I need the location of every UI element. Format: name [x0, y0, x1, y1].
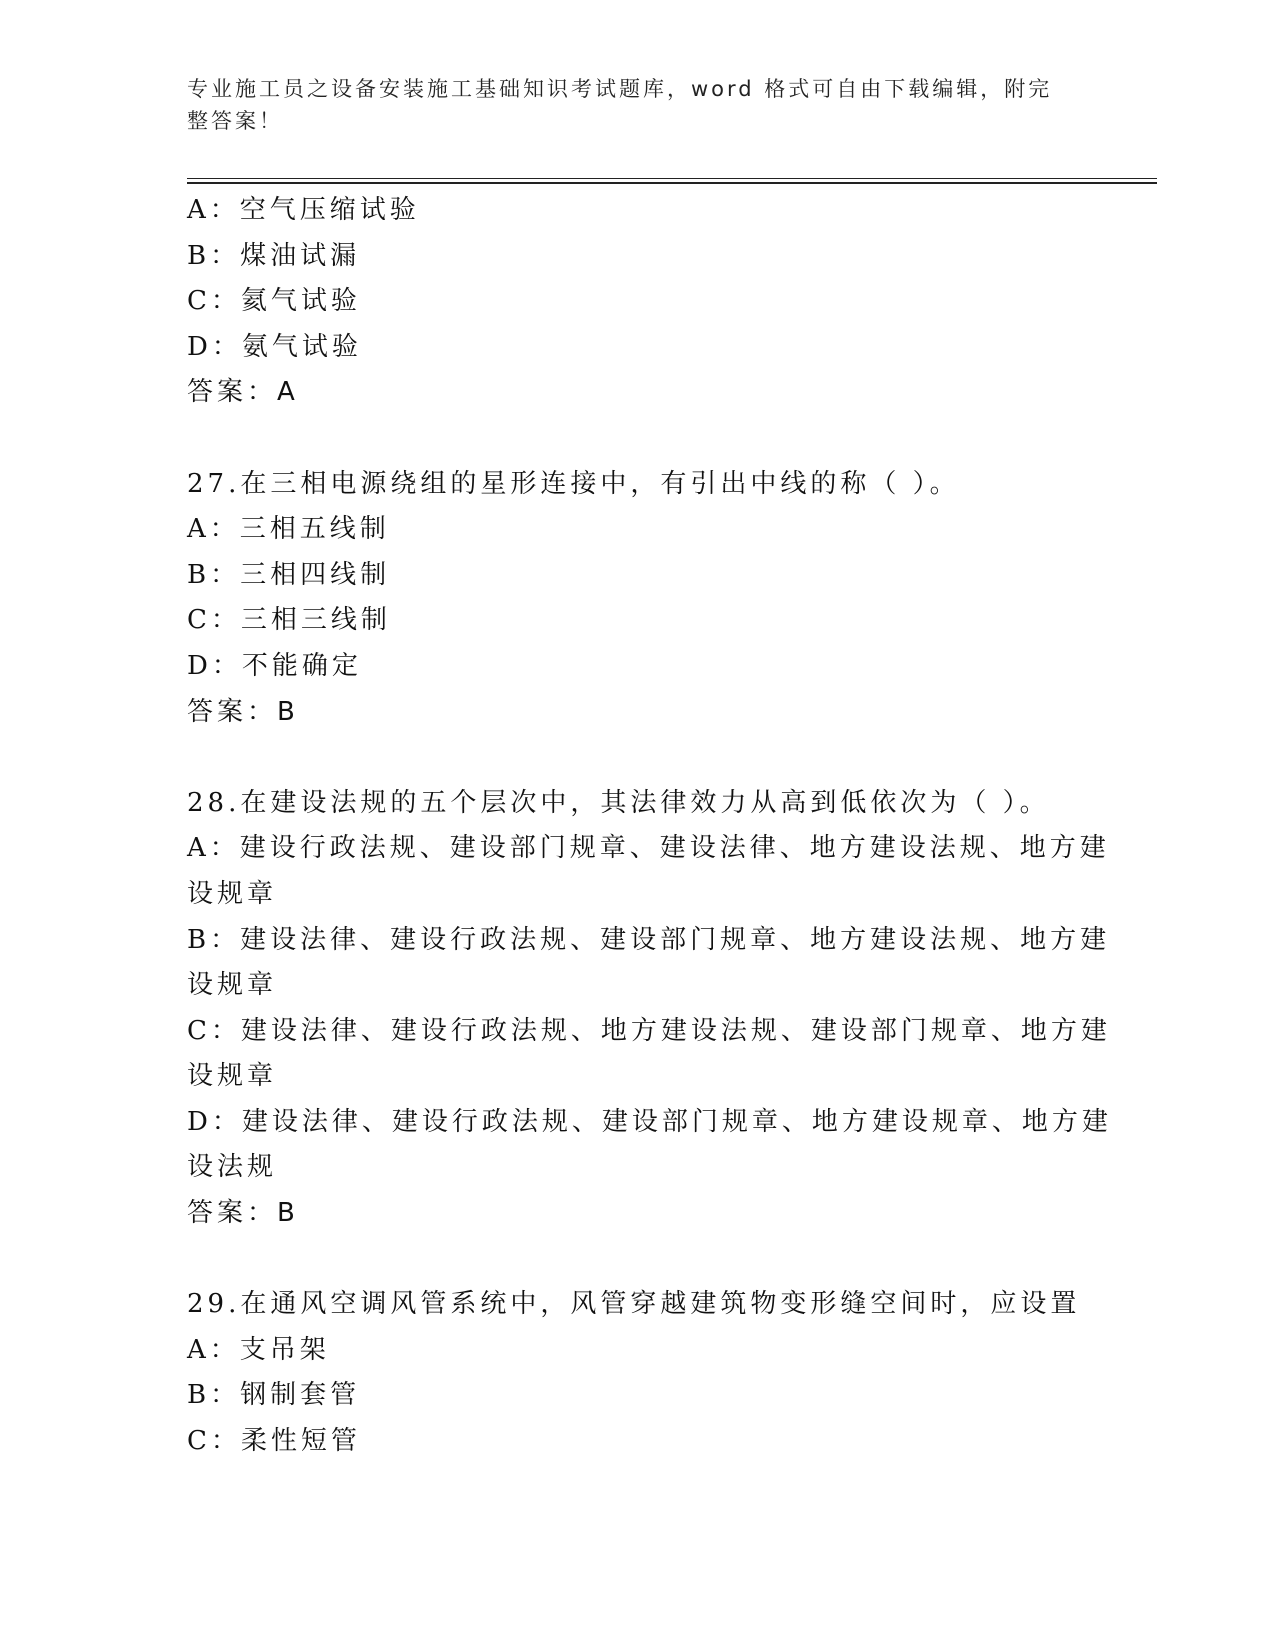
- option-b: B：钢制套管: [187, 1380, 361, 1411]
- header-line-1: 专业施工员之设备安装施工基础知识考试题库，word 格式可自由下载编辑，附完: [187, 77, 1053, 101]
- question-text: 27.在三相电源绕组的星形连接中，有引出中线的称（ ）。: [187, 468, 960, 499]
- option-a-line-2: 设规章: [187, 878, 278, 909]
- option-a: [187, 826, 1110, 917]
- option-d: D：氨气试验: [187, 331, 362, 362]
- option-b: [187, 918, 1111, 1009]
- option-b-line-2: 设规章: [187, 970, 278, 1001]
- question-text: 28.在建设法规的五个层次中，其法律效力从高到低依次为（ ）。: [187, 787, 1050, 818]
- option-a-line-1: A：建设行政法规、建设部门规章、建设法律、地方建设法规、地方建: [187, 833, 1110, 864]
- spacer: [187, 416, 1087, 462]
- header-divider-thin: [187, 178, 1157, 179]
- option-d: D：不能确定: [187, 650, 362, 681]
- option-d-line-2: 设法规: [187, 1152, 278, 1183]
- question-block-27: [187, 462, 1087, 736]
- document-header: [187, 73, 1067, 137]
- option-d: [187, 1100, 1112, 1191]
- option-d-line-1: D：建设法律、建设行政法规、建设部门规章、地方建设规章、地方建: [187, 1106, 1112, 1137]
- option-b: B：煤油试漏: [187, 240, 361, 271]
- option-b: B：三相四线制: [187, 559, 391, 590]
- question-text: 29.在通风空调风管系统中，风管穿越建筑物变形缝空间时，应设置: [187, 1289, 1081, 1320]
- option-c: C：氦气试验: [187, 286, 361, 317]
- option-c-line-1: C：建设法律、建设行政法规、地方建设法规、建设部门规章、地方建: [187, 1015, 1111, 1046]
- question-block-26: [187, 188, 1087, 416]
- question-block-28: [187, 781, 1112, 1237]
- spacer: [187, 735, 1087, 781]
- spacer: [187, 1237, 1087, 1283]
- option-c: [187, 1009, 1111, 1100]
- question-block-29: [187, 1282, 1087, 1464]
- option-a: A：支吊架: [187, 1334, 330, 1365]
- document-body: [187, 188, 1112, 1465]
- header-line-2: 整答案！: [187, 109, 283, 133]
- option-c-line-2: 设规章: [187, 1061, 278, 1092]
- answer-line: 答案：A: [187, 377, 299, 408]
- option-b-line-1: B：建设法律、建设行政法规、建设部门规章、地方建设法规、地方建: [187, 924, 1111, 955]
- answer-line: 答案：B: [187, 696, 299, 727]
- option-c: C：柔性短管: [187, 1426, 361, 1457]
- option-c: C：三相三线制: [187, 605, 391, 636]
- answer-line: 答案：B: [187, 1198, 299, 1229]
- option-a: A：空气压缩试验: [187, 195, 420, 225]
- header-divider-thick: [187, 182, 1157, 184]
- option-a: A：三相五线制: [187, 514, 390, 545]
